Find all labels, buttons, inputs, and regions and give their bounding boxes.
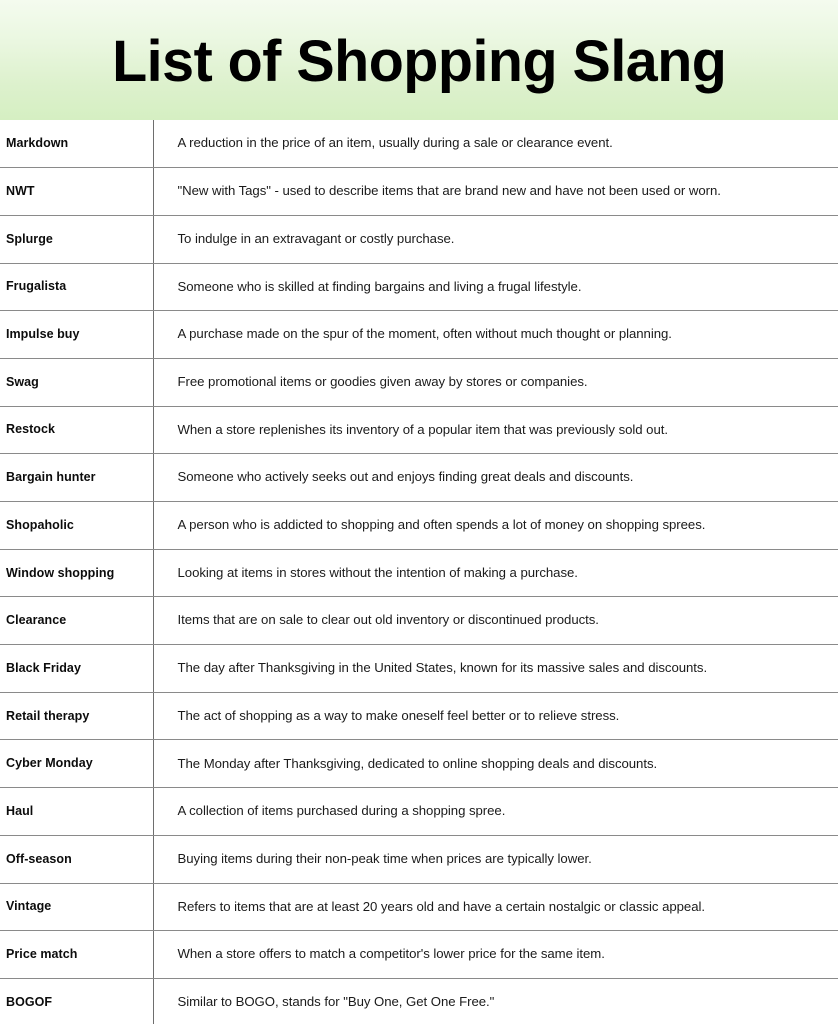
slang-definition: "New with Tags" - used to describe items that are brand new and have not been used or worn. [153,168,838,216]
slang-definition: Refers to items that are at least 20 years old and have a certain nostalgic or classic appeal. [153,883,838,931]
table-row [0,692,838,740]
slang-term: Restock [0,406,153,454]
table-row [0,502,838,550]
table-row [0,311,838,359]
table-row [0,740,838,788]
slang-term: Shopaholic [0,502,153,550]
table-row [0,168,838,216]
shopping-slang-table [0,120,838,1024]
slang-definition: The Monday after Thanksgiving, dedicated to online shopping deals and discounts. [153,740,838,788]
table-row [0,931,838,979]
slang-term: Cyber Monday [0,740,153,788]
slang-term: Frugalista [0,263,153,311]
slang-definition: Similar to BOGO, stands for "Buy One, Get One Free." [177,994,495,1010]
slang-term: Retail therapy [0,692,153,740]
slang-definition: Free promotional items or goodies given away by stores or companies. [153,358,838,406]
slang-term: Markdown [0,120,153,168]
slang-definition: The day after Thanksgiving in the United States, known for its massive sales and discounts. [153,645,838,693]
slang-term: Bargain hunter [0,454,153,502]
slang-term: BOGOF [0,978,153,1024]
slang-term: Off-season [0,835,153,883]
slang-term: Vintage [0,883,153,931]
slang-term: Black Friday [0,645,153,693]
slang-definition: Items that are on sale to clear out old inventory or discontinued products. [153,597,838,645]
table-row [0,358,838,406]
page-header-banner [0,0,838,120]
table-row [0,835,838,883]
slang-definition: A purchase made on the spur of the moment, often without much thought or planning. [153,311,838,359]
slang-term: Swag [0,358,153,406]
table-row [0,645,838,693]
table-row [0,120,838,168]
slang-definition: A collection of items purchased during a shopping spree. [153,788,838,836]
table-row [0,215,838,263]
table-row [0,883,838,931]
slang-term: Price match [0,931,153,979]
table-row [0,549,838,597]
slang-term: Impulse buy [0,311,153,359]
page-title: List of Shopping Slang [111,29,727,94]
table-row [0,454,838,502]
slang-term: Haul [0,788,153,836]
table-body [0,120,838,1024]
slang-term: NWT [0,168,153,216]
slang-definition: Someone who is skilled at finding bargains and living a frugal lifestyle. [153,263,838,311]
table-row [0,788,838,836]
slang-definition: When a store offers to match a competitor's lower price for the same item. [153,931,838,979]
slang-definition: The act of shopping as a way to make oneself feel better or to relieve stress. [153,692,838,740]
table-row [0,263,838,311]
table-row [0,597,838,645]
slang-definition: A person who is addicted to shopping and often spends a lot of money on shopping sprees. [153,502,838,550]
slang-definition: Buying items during their non-peak time when prices are typically lower. [153,835,838,883]
slang-term: Window shopping [0,549,153,597]
table-row [0,406,838,454]
table-row [0,978,838,1024]
slang-term: Splurge [0,215,153,263]
slang-definition: When a store replenishes its inventory of a popular item that was previously sold out. [153,406,838,454]
slang-definition: Looking at items in stores without the intention of making a purchase. [153,549,838,597]
slang-definition: A reduction in the price of an item, usually during a sale or clearance event. [153,120,838,168]
slang-definition: To indulge in an extravagant or costly purchase. [153,215,838,263]
slang-term: Clearance [0,597,153,645]
slang-definition: Someone who actively seeks out and enjoys finding great deals and discounts. [153,454,838,502]
